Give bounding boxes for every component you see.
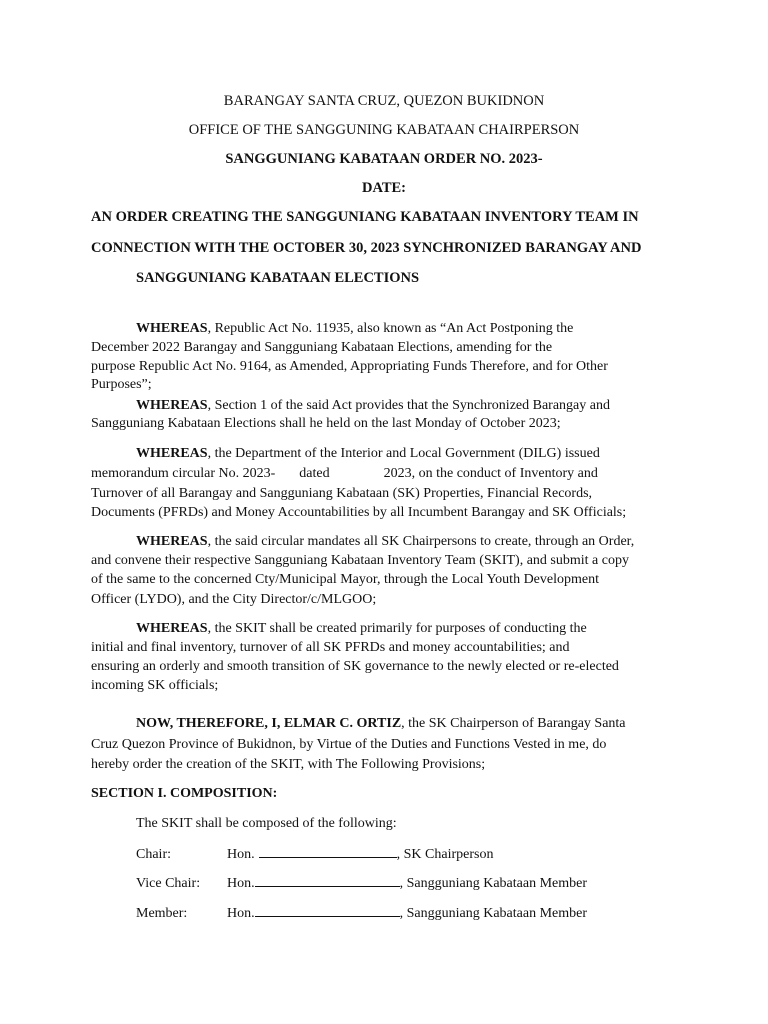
section-1-heading: SECTION I. COMPOSITION: [91,786,278,801]
composition-row-chair [136,845,493,864]
order-title-line-1: AN ORDER CREATING THE SANGGUNIANG KABATAAN INVENTORY TEAM IN [91,209,639,225]
whereas-2-line-1 [136,397,610,415]
whereas-5-line-2: initial and final inventory, turnover of all SK PFRDs and money accountabilities; and [91,640,570,655]
now-therefore-line-1 [136,715,626,733]
whereas-1-line-2: December 2022 Barangay and Sangguniang Kabataan Elections, amending for the [91,340,553,355]
order-title-line-3: SANGGUNIANG KABATAAN ELECTIONS [136,270,420,286]
hon-prefix: Hon. [227,906,255,921]
whereas-3-line-4: Documents (PFRDs) and Money Accountabilities by all Incumbent Barangay and SK Officials; [91,505,627,520]
hon-prefix: Hon. [227,876,255,891]
now-therefore-label: NOW, THEREFORE, I, ELMAR C. ORTIZ [136,716,402,731]
whereas-3-line-2 [91,465,598,483]
whereas-5-line-4: incoming SK officials; [91,678,219,693]
section-1-intro: The SKIT shall be composed of the following: [136,816,397,831]
role-label: Member: [136,906,188,921]
role-label: Chair: [136,847,171,862]
whereas-2-text: , Section 1 of the said Act provides that the Synchronized Barangay and [207,398,610,413]
name-blank [255,874,400,887]
whereas-label: WHEREAS [136,621,208,636]
whereas-4-text: , the said circular mandates all SK Chairpersons to create, through an Order, [207,534,635,549]
hon-prefix: Hon. [227,847,255,862]
now-therefore-text: , the SK Chairperson of Barangay Santa [401,716,626,731]
whereas-3-line-3: Turnover of all Barangay and Sangguniang Kabataan (SK) Properties, Financial Records, [91,486,593,501]
position-title: , Sangguniang Kabataan Member [399,876,588,891]
order-date: DATE: [361,180,407,196]
name-blank [259,845,397,858]
position-title: , SK Chairperson [396,847,494,862]
position-title: , Sangguniang Kabataan Member [399,906,588,921]
office-header: OFFICE OF THE SANGGUNING KABATAAN CHAIRPERSON [188,122,580,138]
whereas-5-line-3: ensuring an orderly and smooth transition of SK governance to the newly elected or re-elected [91,659,619,674]
whereas-2-line-2: Sangguniang Kabataan Elections shall he held on the last Monday of October 2023; [91,416,561,431]
composition-row-member [136,904,587,923]
whereas-4-line-3: of the same to the concerned Cty/Municipal Mayor, through the Local Youth Development [91,572,599,587]
whereas-1-text: , Republic Act No. 11935, also known as “An Act Postponing the [207,321,574,336]
order-title-line-2: CONNECTION WITH THE OCTOBER 30, 2023 SYNCHRONIZED BARANGAY AND [91,240,642,256]
whereas-4-line-1 [136,533,634,551]
name-blank [255,904,400,917]
whereas-5-text: , the SKIT shall be created primarily for purposes of conducting the [207,621,587,636]
whereas-label: WHEREAS [136,398,208,413]
composition-row-vice-chair [136,874,587,893]
now-therefore-line-2: Cruz Quezon Province of Bukidnon, by Virtue of the Duties and Functions Vested in me, do [91,737,607,752]
memo-circular-text: memorandum circular No. 2023- [91,466,276,481]
whereas-3-line-1 [136,445,600,463]
role-label: Vice Chair: [136,876,201,891]
whereas-1-line-4: Purposes”; [91,377,152,392]
whereas-4-line-2: and convene their respective Sangguniang Kabataan Inventory Team (SKIT), and submit a copy [91,553,629,568]
whereas-label: WHEREAS [136,321,208,336]
whereas-label: WHEREAS [136,446,208,461]
now-therefore-line-3: hereby order the creation of the SKIT, with The Following Provisions; [91,757,486,772]
whereas-label: WHEREAS [136,534,208,549]
whereas-1-line-3: purpose Republic Act No. 9164, as Amended, Appropriating Funds Therefore, and for Other [91,359,608,374]
barangay-header: BARANGAY SANTA CRUZ, QUEZON BUKIDNON [223,93,545,109]
whereas-5-line-1 [136,620,587,638]
whereas-4-line-4: Officer (LYDO), and the City Director/c/MLGOO; [91,592,377,607]
conduct-text: 2023, on the conduct of Inventory and [383,466,598,481]
order-number: SANGGUNIANG KABATAAN ORDER NO. 2023- [225,151,543,167]
whereas-1-line-1 [136,320,573,338]
whereas-3-text: , the Department of the Interior and Local Government (DILG) issued [207,446,600,461]
dated-text: dated [299,466,330,481]
